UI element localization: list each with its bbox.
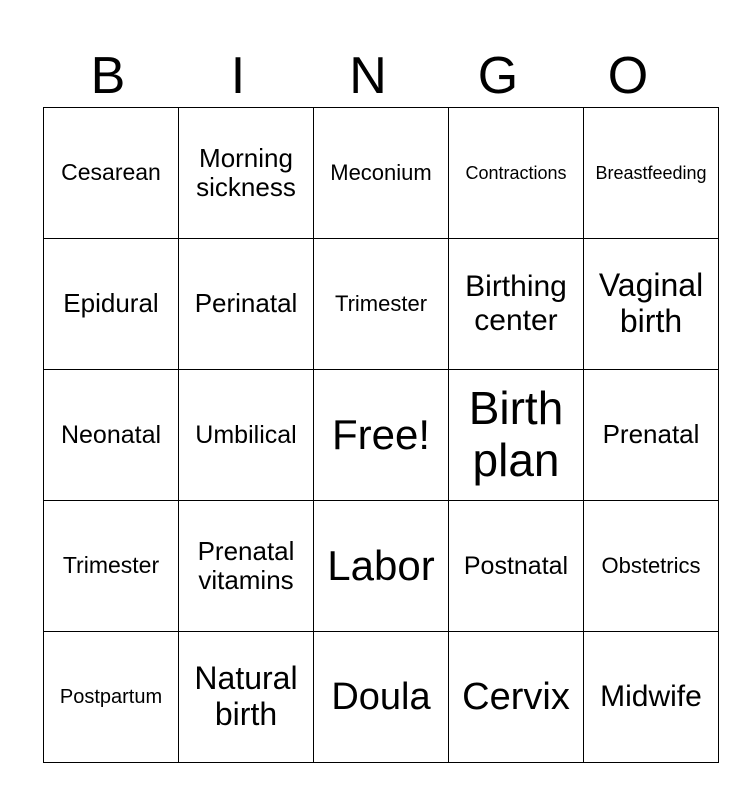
bingo-cell-r4c2[interactable]: Prenatal vitamins bbox=[179, 501, 314, 632]
bingo-cell-r5c5[interactable]: Midwife bbox=[584, 632, 719, 763]
header-letter-n: N bbox=[349, 47, 387, 105]
bingo-cell-r3c5[interactable]: Prenatal bbox=[584, 370, 719, 501]
bingo-cell-r2c2[interactable]: Perinatal bbox=[179, 239, 314, 370]
bingo-cell-r5c4[interactable]: Cervix bbox=[449, 632, 584, 763]
bingo-cell-r5c3[interactable]: Doula bbox=[314, 632, 449, 763]
bingo-cell-r4c1[interactable]: Trimester bbox=[44, 501, 179, 632]
bingo-cell-r2c4[interactable]: Birthing center bbox=[449, 239, 584, 370]
board-row-5 bbox=[44, 632, 719, 763]
bingo-cell-r1c1[interactable]: Cesarean bbox=[44, 108, 179, 239]
bingo-cell-r4c4[interactable]: Postnatal bbox=[449, 501, 584, 632]
bingo-cell-free[interactable]: Free! bbox=[314, 370, 449, 501]
bingo-cell-r3c4[interactable]: Birth plan bbox=[449, 370, 584, 501]
bingo-cell-r1c4[interactable]: Contractions bbox=[449, 108, 584, 239]
bingo-cell-r5c1[interactable]: Postpartum bbox=[44, 632, 179, 763]
bingo-cell-r3c2[interactable]: Umbilical bbox=[179, 370, 314, 501]
board-row-4 bbox=[44, 501, 719, 632]
bingo-header bbox=[43, 44, 693, 108]
header-letter-i: I bbox=[230, 47, 246, 105]
board-row-3 bbox=[44, 370, 719, 501]
board-row-1 bbox=[44, 108, 719, 239]
bingo-board bbox=[43, 107, 719, 763]
header-letter-o: O bbox=[607, 47, 649, 105]
bingo-cell-r5c2[interactable]: Natural birth bbox=[179, 632, 314, 763]
bingo-cell-r2c1[interactable]: Epidural bbox=[44, 239, 179, 370]
bingo-cell-r4c3[interactable]: Labor bbox=[314, 501, 449, 632]
board-row-2 bbox=[44, 239, 719, 370]
bingo-cell-r2c5[interactable]: Vaginal birth bbox=[584, 239, 719, 370]
bingo-cell-r3c1[interactable]: Neonatal bbox=[44, 370, 179, 501]
bingo-cell-r2c3[interactable]: Trimester bbox=[314, 239, 449, 370]
header-letter-g: G bbox=[477, 47, 519, 105]
bingo-cell-r1c3[interactable]: Meconium bbox=[314, 108, 449, 239]
bingo-cell-r1c2[interactable]: Morning sickness bbox=[179, 108, 314, 239]
bingo-cell-r4c5[interactable]: Obstetrics bbox=[584, 501, 719, 632]
bingo-cell-r1c5[interactable]: Breastfeeding bbox=[584, 108, 719, 239]
header-letter-b: B bbox=[90, 47, 126, 105]
